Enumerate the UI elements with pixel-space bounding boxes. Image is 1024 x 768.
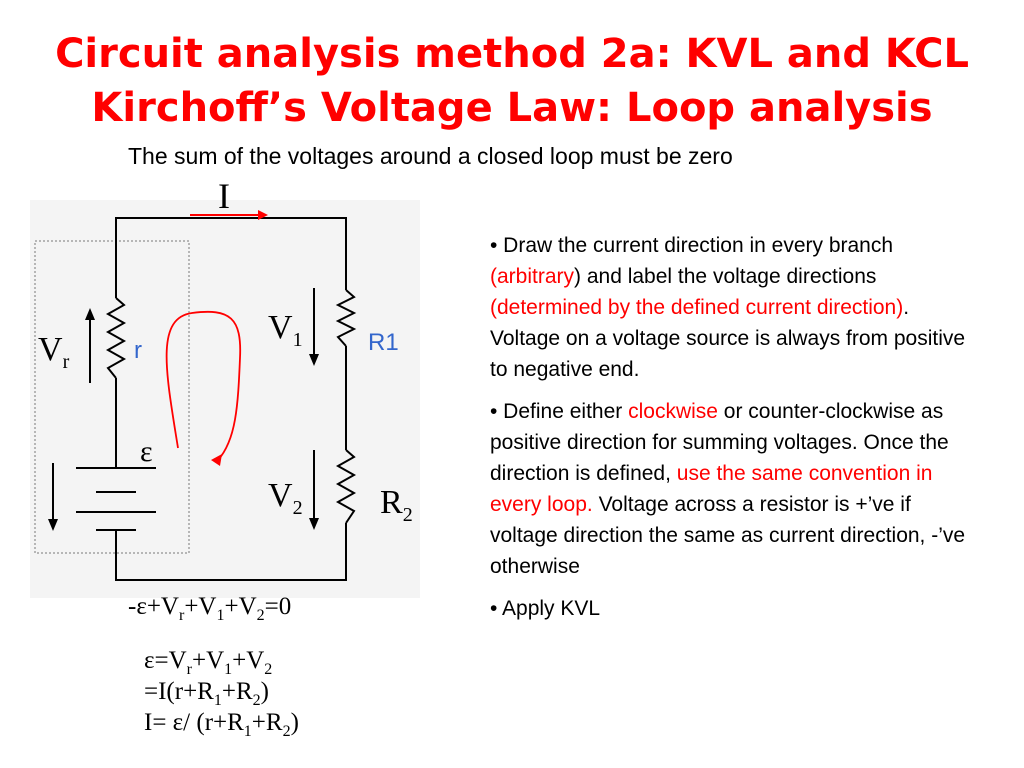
- r-label: r: [134, 337, 142, 364]
- bullet-draw-current: • Draw the current direction in every branch (arbitrary) and label the voltage directions (determined by the defined current direction). Voltage on a voltage source is always from positive to negative end.: [490, 234, 966, 381]
- v1-label: $V_1$: [268, 309, 303, 351]
- bullet-define-direction: • Define either clockwise or counter-clockwise as positive direction for summing voltages. Once the direction is defined, use the same convention in every loop. Voltage across a resistor is +’ve if voltage direction the same as current direction, -’ve otherwise: [490, 400, 966, 578]
- equation-current-solved: I= ε/ $(r+R_1+R_2)$: [144, 709, 299, 740]
- v2-label: $V_2$: [268, 477, 303, 519]
- instruction-bullets: [490, 230, 980, 635]
- slide-subtitle: The sum of the voltages around a closed loop must be zero: [128, 143, 733, 169]
- slide-title-line2: Kirchoff’s Voltage Law: Loop analysis: [91, 85, 933, 131]
- equation-kvl-sum: $-\varepsilon+V_r+V_1+V_2=0$: [128, 593, 292, 624]
- r1-label: R1: [368, 329, 399, 356]
- diagram-background: [30, 200, 420, 598]
- current-label: I: [218, 178, 230, 216]
- bullet-apply-kvl: • Apply KVL: [490, 597, 601, 620]
- circuit-diagram: [30, 178, 450, 598]
- emf-label: ε: [140, 435, 153, 468]
- vr-label: $V_r$: [38, 331, 70, 373]
- equation-current-product: $=I(r+R_1+R_2)$: [144, 678, 269, 709]
- r2-label: $R_2$: [380, 484, 413, 526]
- equation-emf: $\varepsilon=V_r+V_1+V_2$: [144, 647, 273, 678]
- slide-title-line1: Circuit analysis method 2a: KVL and KCL: [55, 31, 969, 77]
